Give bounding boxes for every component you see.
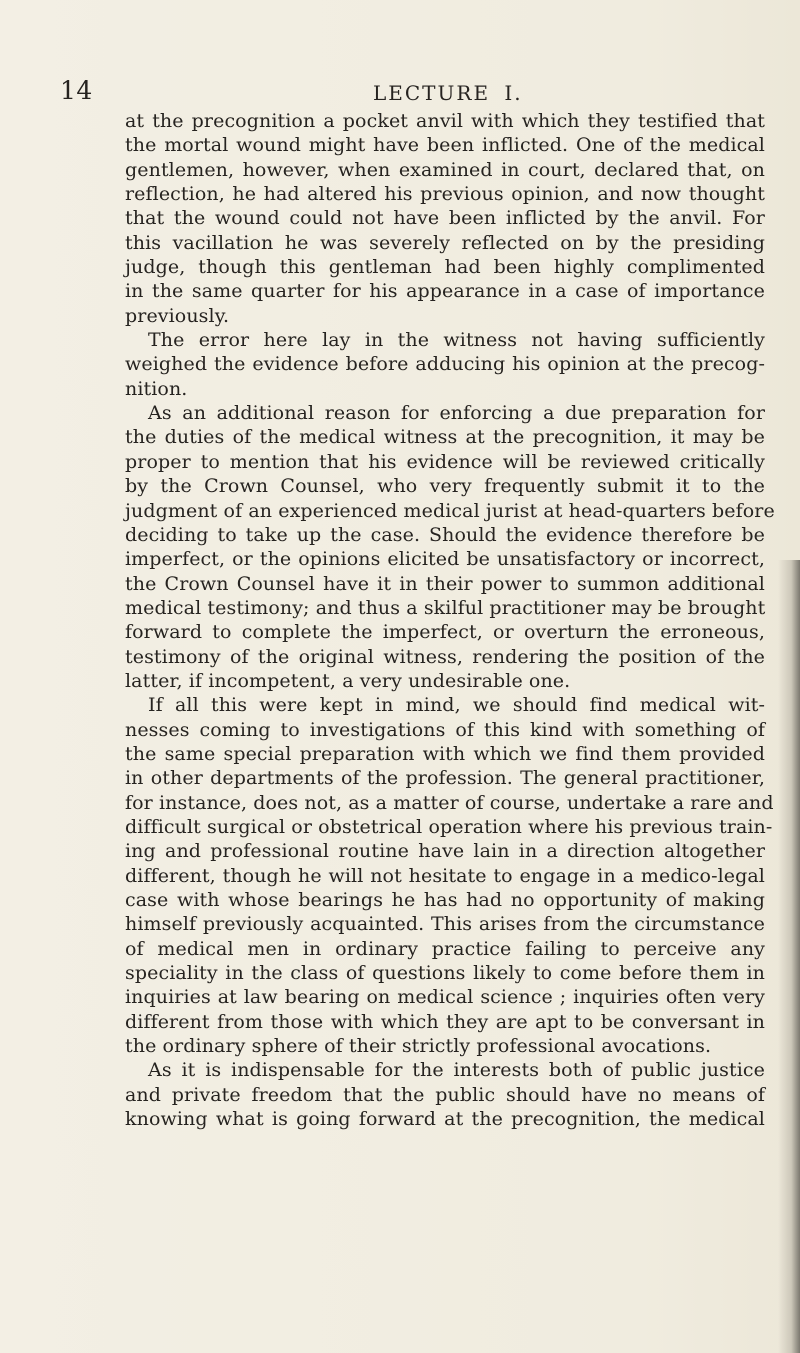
text-line: in the same quarter for his appearance in a case of importance xyxy=(125,280,765,303)
text-line: different from those with which they are apt to be conversant in xyxy=(125,1010,765,1033)
text-line: imperfect, or the opinions elicited be unsatisfactory or incorrect, xyxy=(125,548,765,571)
text-line: speciality in the class of questions likely to come before them in xyxy=(125,962,765,985)
text-line: for instance, does not, as a matter of course, undertake a rare and xyxy=(125,791,774,814)
text-line: The error here lay in the witness not having sufficiently xyxy=(148,329,765,352)
text-line: weighed the evidence before adducing his opinion at the precog- xyxy=(125,353,765,376)
text-line: proper to mention that his evidence will be reviewed critically xyxy=(125,450,765,473)
text-line: the ordinary sphere of their strictly professional avocations. xyxy=(125,1035,712,1058)
text-line: this vacillation he was severely reflected on by the presiding xyxy=(125,231,765,254)
running-head: LECTURE I. xyxy=(373,81,523,105)
text-line: difficult surgical or obstetrical operation where his previous train- xyxy=(125,815,773,838)
text-line: previously. xyxy=(125,304,230,327)
body-text xyxy=(125,109,775,1131)
text-line: that the wound could not have been inflicted by the anvil. For xyxy=(125,207,765,230)
text-line: judge, though this gentleman had been highly complimented xyxy=(125,256,765,279)
text-line: and private freedom that the public should have no means of xyxy=(125,1083,765,1106)
text-line: the Crown Counsel have it in their power to summon additional xyxy=(125,572,765,595)
text-line: of medical men in ordinary practice failing to perceive any xyxy=(125,937,765,960)
text-line: by the Crown Counsel, who very frequently submit it to the xyxy=(125,475,765,498)
text-line: latter, if incompetent, a very undesirable one. xyxy=(125,669,571,692)
text-line: ing and professional routine have lain in a direction altogether xyxy=(125,840,765,863)
text-line: inquiries at law bearing on medical science ; inquiries often very xyxy=(125,986,765,1009)
text-line: gentlemen, however, when examined in court, declared that, on xyxy=(125,158,765,181)
text-line: If all this were kept in mind, we should find medical wit- xyxy=(148,694,765,717)
text-line: nesses coming to investigations of this kind with something of xyxy=(125,718,765,741)
text-line: judgment of an experienced medical jurist at head-quarters before xyxy=(125,499,775,522)
text-line: the same special preparation with which we find them provided xyxy=(125,742,765,765)
text-line: deciding to take up the case. Should the evidence therefore be xyxy=(125,523,765,546)
text-line: case with whose bearings he has had no opportunity of making xyxy=(125,889,765,911)
text-line: knowing what is going forward at the precognition, the medical xyxy=(125,1108,765,1131)
text-line: nition. xyxy=(125,377,188,400)
text-line: As an additional reason for enforcing a due preparation for xyxy=(148,402,765,425)
page-number: 14 xyxy=(60,76,93,105)
text-line: himself previously acquainted. This arises from the circumstance xyxy=(125,913,765,936)
text-line: medical testimony; and thus a skilful practitioner may be brought xyxy=(125,596,766,619)
text-line: the duties of the medical witness at the precognition, it may be xyxy=(125,426,765,449)
text-line: reflection, he had altered his previous opinion, and now thought xyxy=(125,183,765,206)
text-line: forward to complete the imperfect, or overturn the erroneous, xyxy=(125,621,765,644)
text-line: the mortal wound might have been inflicted. One of the medical xyxy=(125,134,765,157)
text-line: at the precognition a pocket anvil with which they testified that xyxy=(125,110,765,132)
page-edge-shadow xyxy=(778,560,800,1353)
text-line: testimony of the original witness, rendering the position of the xyxy=(125,645,765,668)
text-line: As it is indispensable for the interests both of public justice xyxy=(148,1059,765,1082)
text-line: different, though he will not hesitate to engage in a medico-legal xyxy=(125,864,765,887)
text-line: in other departments of the profession. The general practitioner, xyxy=(125,767,765,790)
